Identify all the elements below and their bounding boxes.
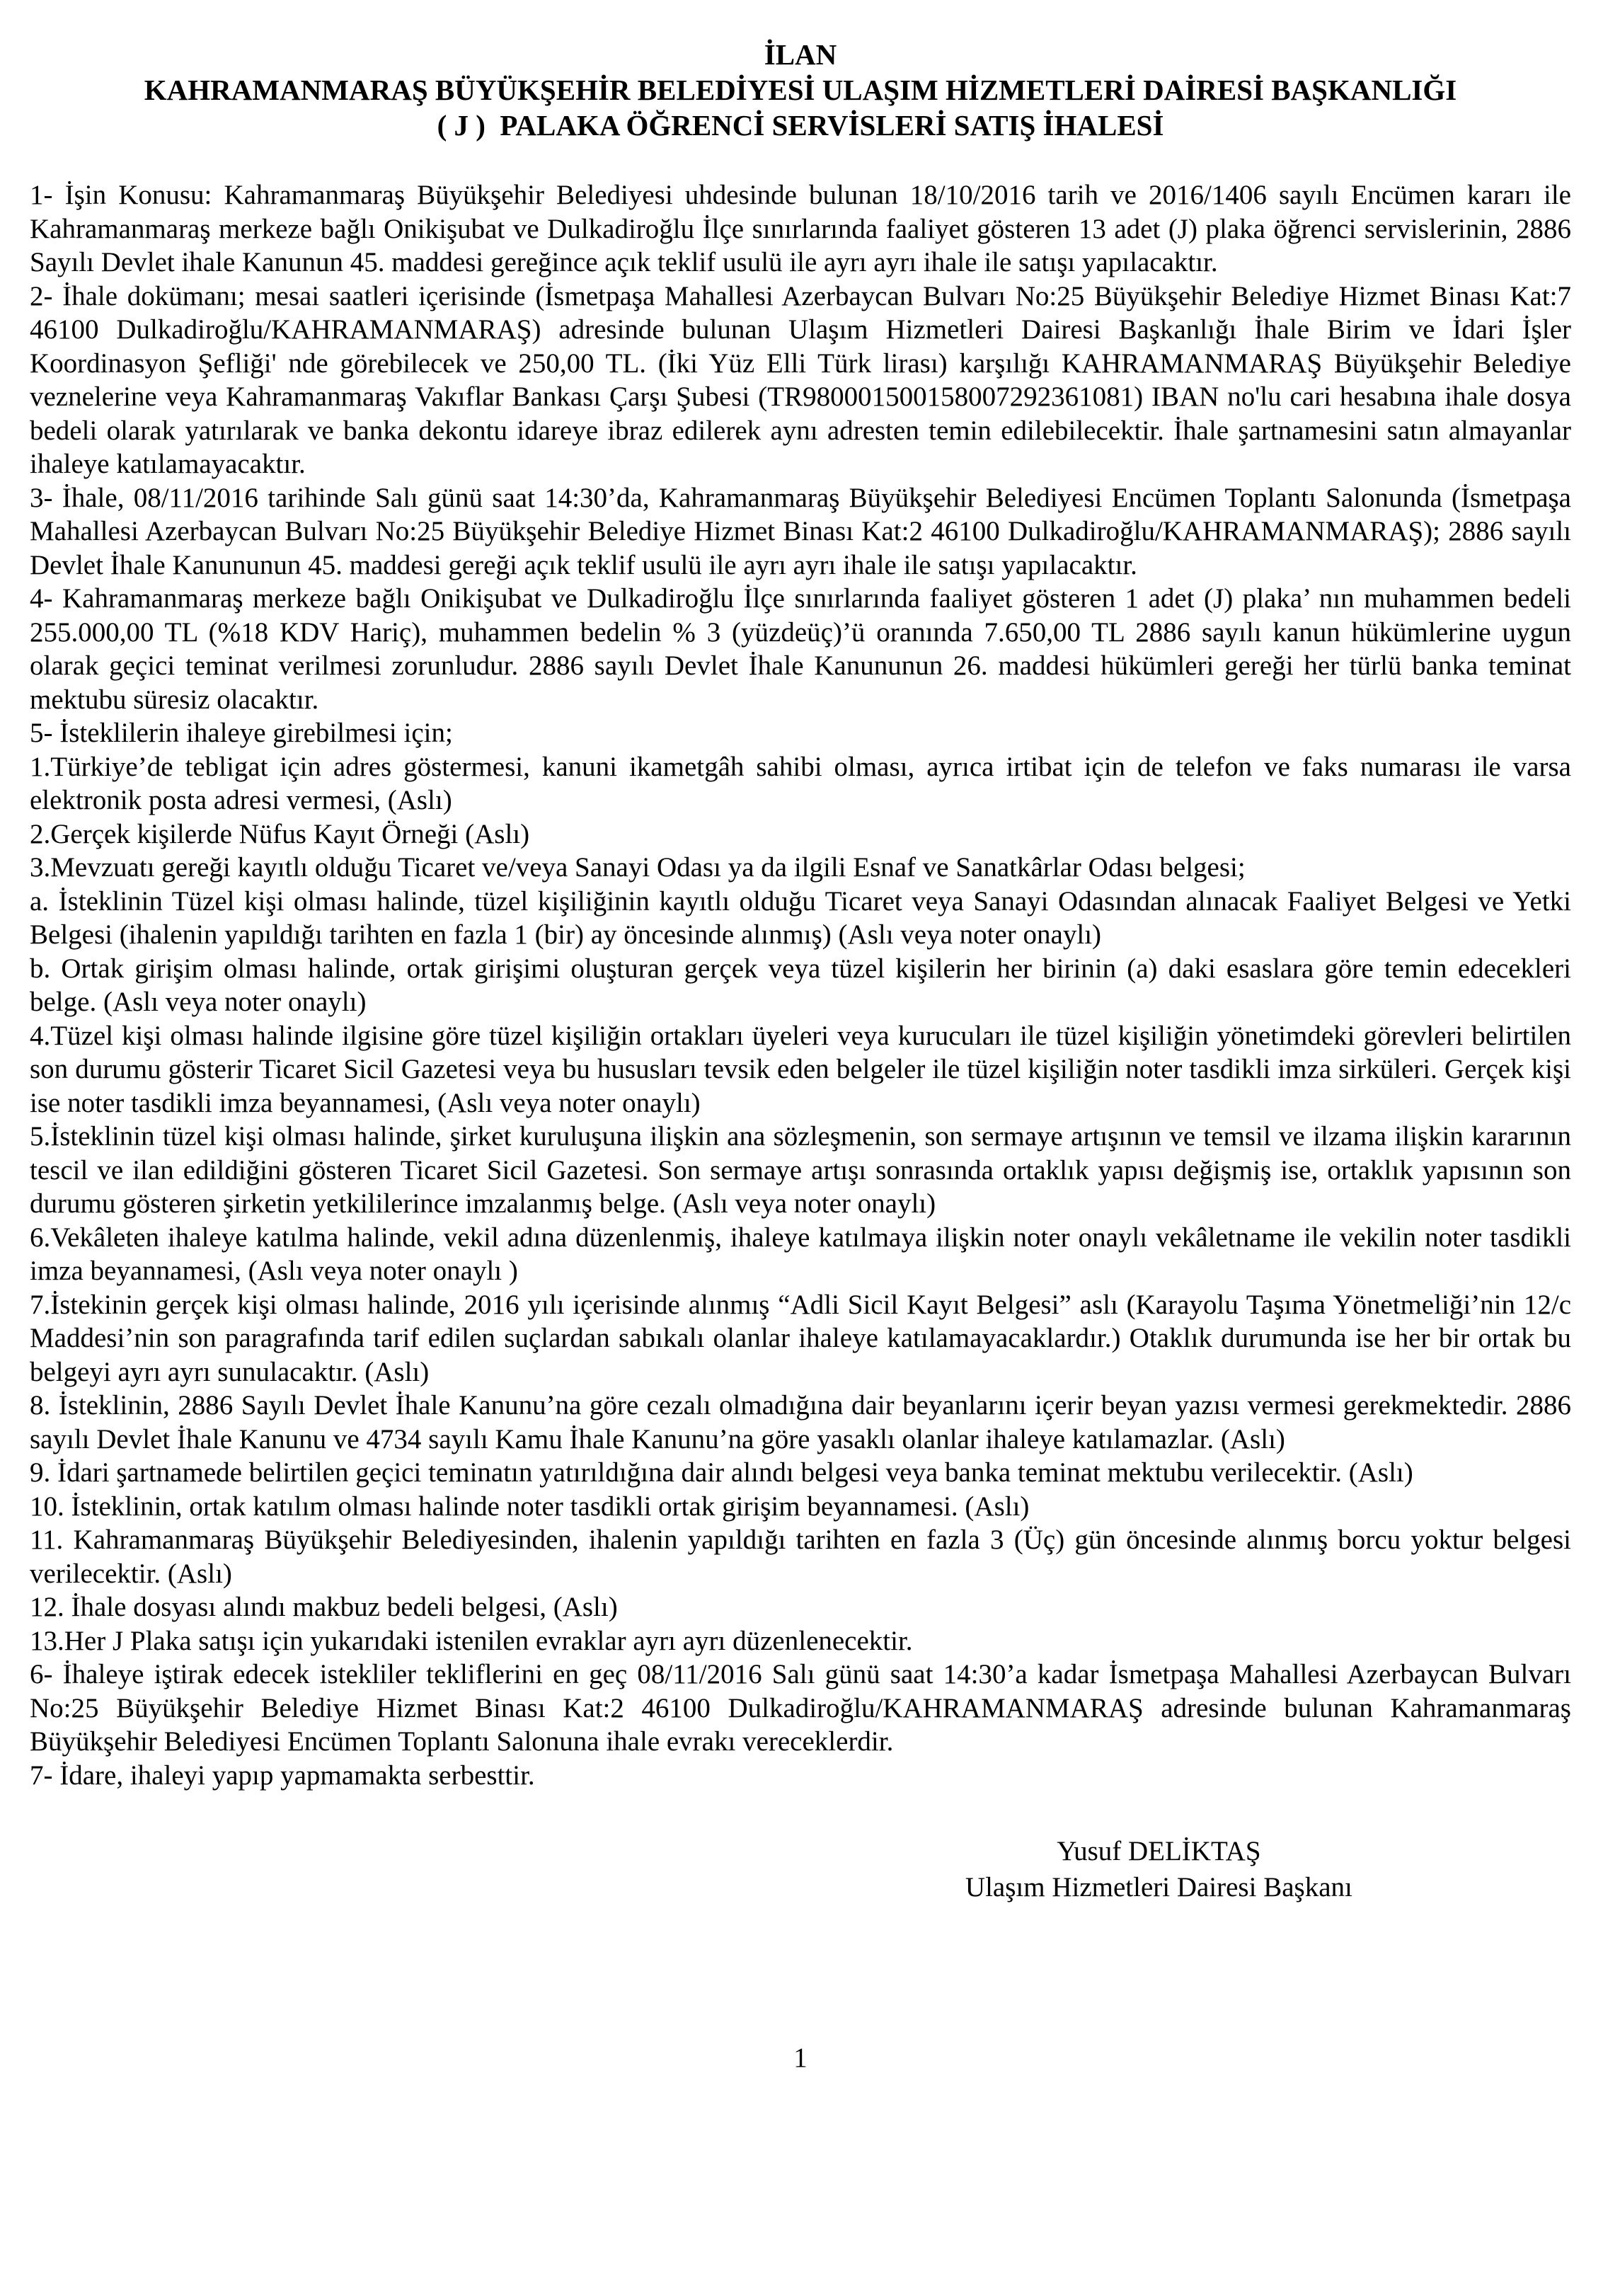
document-title-subject: ( J ) PALAKA ÖĞRENCİ SERVİSLERİ SATIŞ İHALESİ [437,109,1164,142]
paragraph: 11. Kahramanmaraş Büyükşehir Belediyesinden, ihalenin yapıldığı tarihten en fazla 3 (Üç) gün öncesinde alınmış borcu yoktur belgesi verilecektir. (Aslı) [30,1525,1571,1589]
paragraph: 4.Tüzel kişi olması halinde ilgisine göre tüzel kişiliğin ortakları üyeleri veya kurucuları ile tüzel kişiliğin yönetimdeki görevleri belirtilen son durumu gösterir Ticaret Sicil Gazetesi veya bu hususları tevsik eden belgeler ile tüzel kişiliğin noter tasdikli imza sirküleri. Gerçek kişi ise noter tasdikli imza beyannamesi, (Aslı veya noter onaylı) [30,1020,1571,1118]
paragraph: 3- İhale, 08/11/2016 tarihinde Salı günü saat 14:30’da, Kahramanmaraş Büyükşehir Belediyesi Encümen Toplantı Salonunda (İsmetpaşa Mahallesi Azerbaycan Bulvarı No:25 Büyükşehir Belediye Hizmet Binası Kat:2 46100 Dulkadiroğlu/KAHRAMANMARAŞ); 2886 sayılı Devlet İhale Kanununun 45. maddesi gereği açık teklif usulü ile ayrı ayrı ihale ile satışı yapılacaktır. [30,482,1571,580]
paragraph: 13.Her J Plaka satışı için yukarıdaki istenilen evraklar ayrı ayrı düzenlenecektir. [30,1625,913,1656]
document-header [30,37,1571,143]
paragraph: 1.Türkiye’de tebligat için adres göstermesi, kanuni ikametgâh sahibi olması, ayrıca irtibat için de telefon ve faks numarası ile varsa elektronik posta adresi vermesi, (Aslı) [30,751,1571,815]
paragraph: 2.Gerçek kişilerde Nüfus Kayıt Örneği (Aslı) [30,818,530,849]
paragraph: 3.Mevzuatı gereği kayıtlı olduğu Ticaret ve/veya Sanayi Odası ya da ilgili Esnaf ve Sanatkârlar Odası belgesi; [30,852,1246,883]
paragraph: 12. İhale dosyası alındı makbuz bedeli belgesi, (Aslı) [30,1592,618,1622]
document-body [30,178,1571,1792]
paragraph: 8. İsteklinin, 2886 Sayılı Devlet İhale Kanunu’na göre cezalı olmadığına dair beyanlarını içerir beyan yazısı vermesi gerekmektedir. 2886 sayılı Devlet İhale Kanunu ve 4734 sayılı Kamu İhale Kanunu’na göre yasaklı olanlar ihaleye katılamazlar. (Aslı) [30,1390,1571,1454]
paragraph: 1- İşin Konusu: Kahramanmaraş Büyükşehir Belediyesi uhdesinde bulunan 18/10/2016 tarih ve 2016/1406 sayılı Encümen kararı ile Kahramanmaraş merkeze bağlı Onikişubat ve Dulkadiroğlu İlçe sınırlarında faaliyet gösteren 13 adet (J) plaka öğrenci servislerinin, 2886 Sayılı Devlet ihale Kanunun 45. maddesi gereğince açık teklif usulü ile ayrı ayrı ihale ile satışı yapılacaktır. [30,180,1571,277]
paragraph: 6.Vekâleten ihaleye katılma halinde, vekil adına düzenlenmiş, ihaleye katılmaya ilişkin noter onaylı vekâletname ile vekilin noter tasdikli imza beyannamesi, (Aslı veya noter onaylı ) [30,1222,1571,1286]
page-footer [30,2041,1571,2074]
paragraph: 6- İhaleye iştirak edecek istekliler tekliflerini en geç 08/11/2016 Salı günü saat 14:30’a kadar İsmetpaşa Mahallesi Azerbaycan Bulvarı No:25 Büyükşehir Belediye Hizmet Binası Kat:2 46100 Dulkadiroğlu/KAHRAMANMARAŞ adresinde bulunan Kahramanmaraş Büyükşehir Belediyesi Encümen Toplantı Salonuna ihale evrakı vereceklerdir. [30,1659,1571,1757]
paragraph: 5.İsteklinin tüzel kişi olması halinde, şirket kuruluşuna ilişkin ana sözleşmenin, son sermaye artışının ve temsil ve ilzama ilişkin kararının tescil ve ilan edildiğini gösteren Ticaret Sicil Gazetesi. Son sermaye artışı sonrasında ortaklık yapısı değişmiş ise, ortaklık yapısının son durumu gösteren şirketin yetkililerince imzalanmış belge. (Aslı veya noter onaylı) [30,1121,1571,1219]
signature-name: Yusuf DELİKTAŞ [1057,1836,1261,1866]
paragraph: 5- İsteklilerin ihaleye girebilmesi için; [30,718,453,748]
signature-title: Ulaşım Hizmetleri Dairesi Başkanı [965,1872,1352,1902]
paragraph: 10. İsteklinin, ortak katılım olması halinde noter tasdikli ortak girişim beyannamesi. (Aslı) [30,1491,1030,1522]
paragraph: 9. İdari şartnamede belirtilen geçici teminatın yatırıldığına dair alındı belgesi veya banka teminat mektubu verilecektir. (Aslı) [30,1457,1413,1488]
paragraph: 4- Kahramanmaraş merkeze bağlı Onikişubat ve Dulkadiroğlu İlçe sınırlarında faaliyet gösteren 1 adet (J) plaka’ nın muhammen bedeli 255.000,00 TL (%18 KDV Hariç), muhammen bedelin % 3 (yüzdeüç)’ü oranında 7.650,00 TL 2886 sayılı kanun hükümlerine uygun olarak geçici teminat verilmesi zorunludur. 2886 sayılı Devlet İhale Kanununun 26. maddesi hükümleri gereği her türlü banka teminat mektubu süresiz olacaktır. [30,583,1571,715]
paragraph: 7- İdare, ihaleyi yapıp yapmamakta serbesttir. [30,1760,535,1791]
paragraph: 7.İstekinin gerçek kişi olması halinde, 2016 yılı içerisinde alınmış “Adli Sicil Kayıt Belgesi” aslı (Karayolu Taşıma Yönetmeliği’nin 12/c Maddesi’nin son paragrafında tarif edilen suçlardan sabıkalı olanlar ihaleye katılamayacaklardır.) Otaklık durumunda ise her bir ortak bu belgeyi ayrı ayrı sunulacaktır. (Aslı) [30,1289,1571,1387]
page-number: 1 [793,2043,808,2073]
document-title-organization: KAHRAMANMARAŞ BÜYÜKŞEHİR BELEDİYESİ ULAŞIM HİZMETLERİ DAİRESİ BAŞKANLIĞI [144,74,1457,106]
signature-block [747,1833,1571,1905]
paragraph: b. Ortak girişim olması halinde, ortak girişimi oluşturan gerçek veya tüzel kişilerin her birinin (a) daki esaslara göre temin edecekleri belge. (Aslı veya noter onaylı) [30,953,1571,1017]
paragraph: a. İsteklinin Tüzel kişi olması halinde, tüzel kişiliğinin kayıtlı olduğu Ticaret veya Sanayi Odasından alınacak Faaliyet Belgesi ve Yetki Belgesi (ihalenin yapıldığı tarihten en fazla 1 (bir) ay öncesinde alınmış) (Aslı veya noter onaylı) [30,885,1571,950]
document-title-main: İLAN [764,38,837,71]
paragraph: 2- İhale dokümanı; mesai saatleri içerisinde (İsmetpaşa Mahallesi Azerbaycan Bulvarı No:25 Büyükşehir Belediye Hizmet Binası Kat:7 46100 Dulkadiroğlu/KAHRAMANMARAŞ) adresinde bulunan Ulaşım Hizmetleri Dairesi Başkanlığı İhale Birim ve İdari İşler Koordinasyon Şefliği' nde görebilecek ve 250,00 TL. (İki Yüz Elli Türk lirası) karşılığı KAHRAMANMARAŞ Büyükşehir Belediye veznelerine veya Kahramanmaraş Vakıflar Bankası Çarşı Şubesi (TR980001500158007292361081) IBAN no'lu cari hesabına ihale dosya bedeli olarak yatırılarak ve banka dekontu idareye ibraz edilerek aynı adresten temin edilebilecektir. İhale şartnamesini satın almayanlar ihaleye katılamayacaktır. [30,280,1571,479]
